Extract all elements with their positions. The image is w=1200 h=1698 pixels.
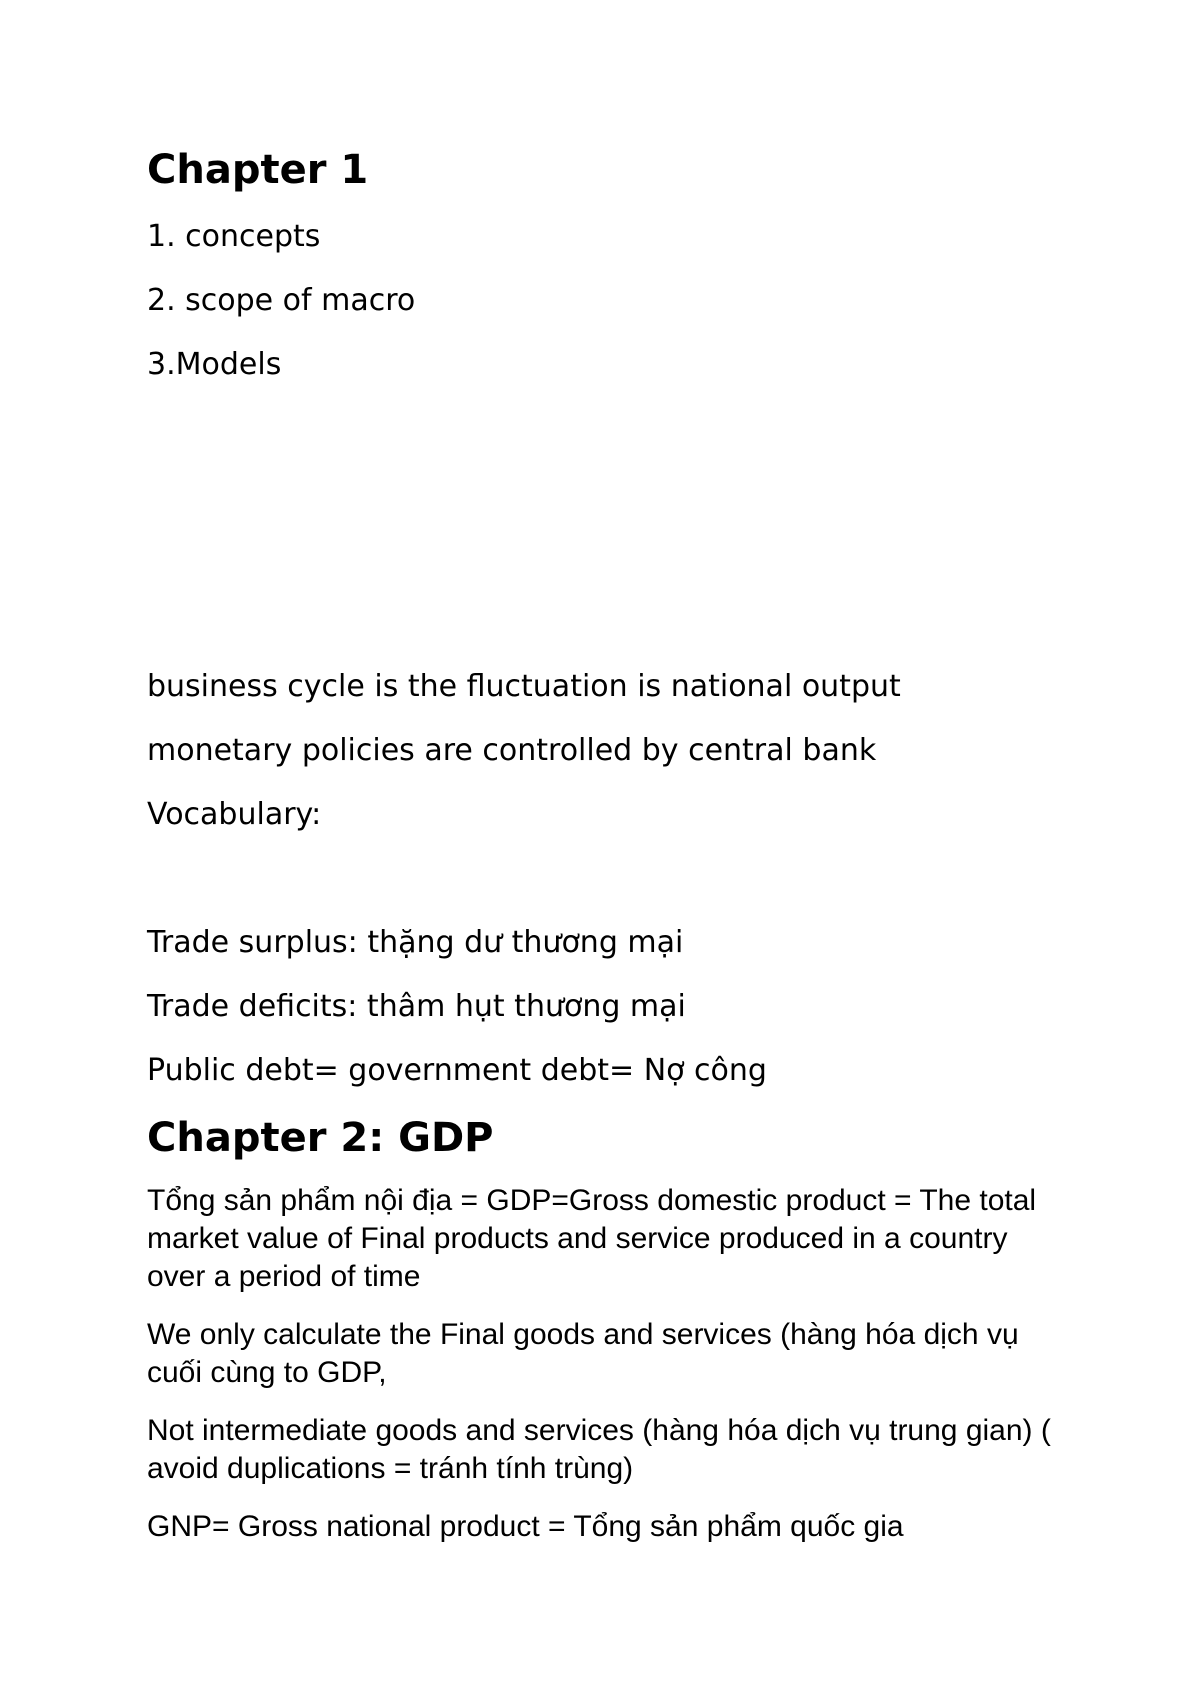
chapter-1-heading: Chapter 1: [147, 147, 369, 193]
outline-item-scope: 2. scope of macro: [147, 283, 416, 318]
vocabulary-label: Vocabulary:: [147, 797, 322, 832]
vocab-public-debt: Public debt= government debt= Nợ công: [147, 1053, 767, 1088]
vocab-trade-deficits: Trade deficits: thâm hụt thương mại: [147, 989, 686, 1024]
vocab-trade-surplus: Trade surplus: thặng dư thương mại: [147, 925, 684, 960]
gnp-definition: GNP= Gross national product = Tổng sản phẩm quốc gia: [147, 1510, 904, 1543]
note-business-cycle: business cycle is the fluctuation is national output: [147, 669, 901, 704]
outline-item-models: 3.Models: [147, 347, 282, 382]
gdp-definition: Tổng sản phẩm nội địa = GDP=Gross domestic product = The total market value of Final products and service produced in a country over a period of time: [147, 1184, 1037, 1293]
outline-item-concepts: 1. concepts: [147, 219, 321, 254]
final-goods-note: We only calculate the Final goods and services (hàng hóa dịch vụ cuối cùng to GDP,: [147, 1318, 1019, 1389]
note-monetary-policies: monetary policies are controlled by central bank: [147, 733, 877, 768]
intermediate-goods-note: Not intermediate goods and services (hàng hóa dịch vụ trung gian) ( avoid duplications = tránh tính trùng): [147, 1414, 1051, 1485]
chapter-2-heading: Chapter 2: GDP: [147, 1115, 494, 1161]
